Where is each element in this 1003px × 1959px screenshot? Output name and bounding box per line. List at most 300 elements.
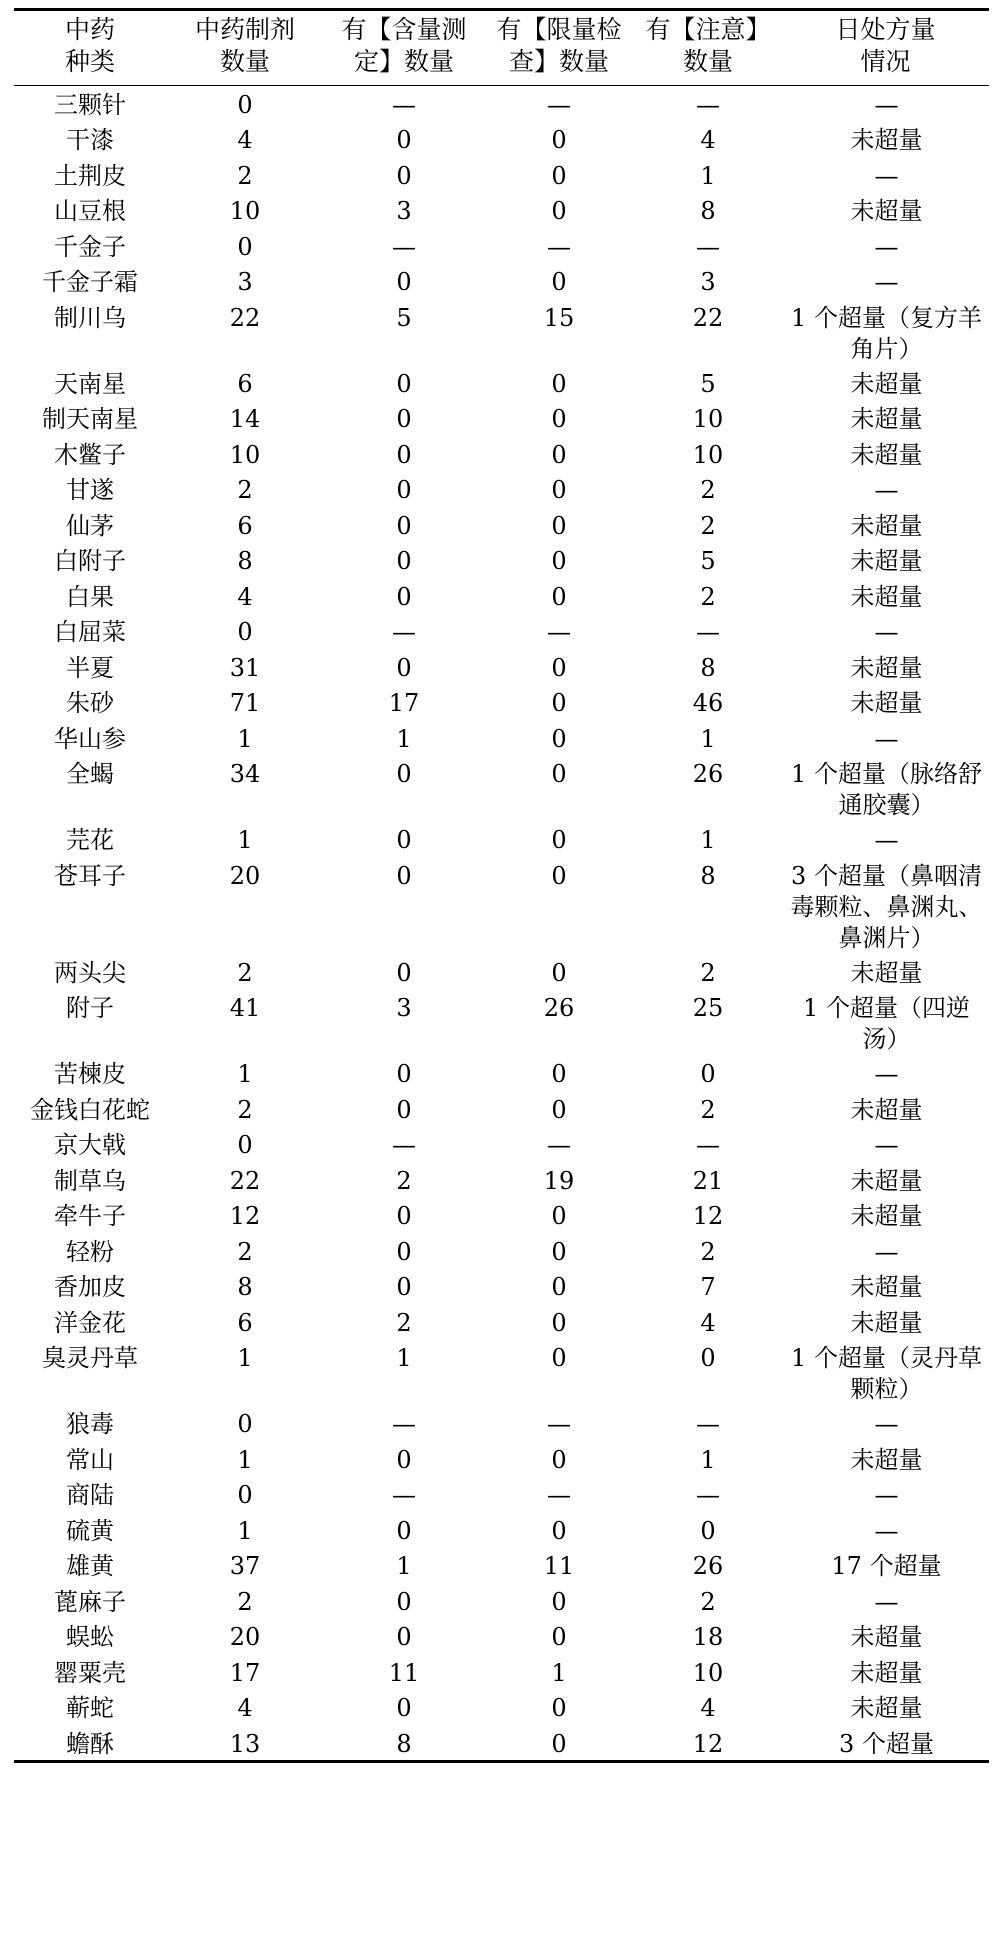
caution-cell: 21 bbox=[692, 1166, 724, 1195]
content-assay-cell: 2 bbox=[396, 1308, 412, 1337]
daily-dose-cell: 1 个超量（四逆汤） bbox=[803, 994, 970, 1053]
caution-cell: — bbox=[696, 1410, 720, 1438]
caution-cell: 4 bbox=[700, 1694, 716, 1722]
daily-dose-cell: 未超量 bbox=[850, 1658, 923, 1687]
herb-name-cell: 硫黄 bbox=[66, 1516, 114, 1545]
caution-cell: 4 bbox=[700, 126, 716, 154]
table-row bbox=[14, 954, 989, 990]
preparation-count-cell: 0 bbox=[237, 1481, 253, 1509]
herb-name-cell: 附子 bbox=[66, 994, 114, 1022]
daily-dose-cell: — bbox=[874, 1587, 899, 1616]
preparation-count-cell: 4 bbox=[237, 582, 253, 611]
caution-cell: 2 bbox=[700, 1095, 716, 1124]
table-row bbox=[14, 1441, 989, 1477]
limit-test-cell: — bbox=[547, 1131, 571, 1159]
preparation-count-cell: 6 bbox=[237, 511, 253, 540]
herb-name-cell: 金钱白花蛇 bbox=[30, 1095, 150, 1124]
limit-test-cell: 0 bbox=[551, 1445, 567, 1474]
daily-dose-cell: 未超量 bbox=[850, 1273, 923, 1301]
table-row bbox=[14, 1476, 989, 1512]
content-assay-cell: 0 bbox=[396, 958, 412, 987]
caution-cell: — bbox=[696, 1481, 720, 1509]
caution-cell: — bbox=[696, 618, 720, 646]
content-assay-cell: 0 bbox=[396, 511, 412, 540]
limit-test-cell: 0 bbox=[551, 197, 567, 225]
herb-name-cell: 牵牛子 bbox=[54, 1202, 126, 1230]
preparation-count-cell: 12 bbox=[229, 1202, 261, 1230]
preparation-count-cell: 14 bbox=[229, 405, 261, 433]
content-assay-cell: — bbox=[392, 1481, 416, 1509]
content-assay-cell: 0 bbox=[396, 369, 412, 398]
daily-dose-cell: — bbox=[874, 1516, 899, 1545]
herb-name-cell: 雄黄 bbox=[66, 1552, 114, 1580]
table-row bbox=[14, 471, 989, 507]
limit-test-cell: — bbox=[547, 91, 571, 119]
preparation-count-cell: 6 bbox=[237, 369, 253, 398]
daily-dose-cell: — bbox=[874, 161, 899, 190]
herb-name-cell: 半夏 bbox=[66, 653, 114, 682]
limit-test-cell: 0 bbox=[551, 1237, 567, 1266]
content-assay-cell: 0 bbox=[396, 1202, 412, 1230]
herb-name-cell: 白附子 bbox=[54, 547, 126, 575]
table-row bbox=[14, 542, 989, 578]
table-row bbox=[14, 436, 989, 472]
content-assay-cell: 11 bbox=[388, 1658, 420, 1687]
table-row bbox=[14, 578, 989, 614]
caution-cell: 4 bbox=[700, 1308, 716, 1337]
herb-name-cell: 甘遂 bbox=[66, 476, 114, 504]
preparation-count-cell: 31 bbox=[229, 653, 261, 682]
limit-test-cell: 0 bbox=[551, 369, 567, 398]
table-row bbox=[14, 613, 989, 649]
daily-dose-cell: — bbox=[874, 91, 899, 119]
herb-name-cell: 两头尖 bbox=[54, 958, 126, 987]
preparation-count-cell: 41 bbox=[229, 994, 261, 1022]
table-row bbox=[14, 1725, 989, 1762]
herb-name-cell: 白果 bbox=[66, 582, 114, 611]
herb-name-cell: 朱砂 bbox=[66, 689, 114, 717]
limit-test-cell: 0 bbox=[551, 1202, 567, 1230]
content-assay-cell: 0 bbox=[396, 861, 412, 890]
header-daily-dose-status: 日处方量 情况 bbox=[835, 15, 936, 76]
caution-cell: 1 bbox=[700, 724, 716, 753]
limit-test-cell: 1 bbox=[551, 1658, 567, 1687]
herb-name-cell: 京大戟 bbox=[54, 1131, 126, 1159]
limit-test-cell: 0 bbox=[551, 405, 567, 433]
preparation-count-cell: 3 bbox=[237, 268, 253, 296]
daily-dose-cell: 未超量 bbox=[850, 1308, 923, 1337]
content-assay-cell: 0 bbox=[396, 1587, 412, 1616]
preparation-count-cell: 37 bbox=[229, 1552, 261, 1580]
caution-cell: — bbox=[696, 232, 720, 261]
limit-test-cell: 0 bbox=[551, 547, 567, 575]
daily-dose-cell: 未超量 bbox=[850, 1166, 923, 1195]
herb-name-cell: 千金子 bbox=[54, 232, 126, 261]
limit-test-cell: — bbox=[547, 1481, 571, 1509]
table-row bbox=[14, 1339, 989, 1405]
caution-cell: 1 bbox=[700, 826, 716, 854]
table-row bbox=[14, 857, 989, 954]
daily-dose-cell: — bbox=[874, 1410, 899, 1438]
limit-test-cell: 0 bbox=[551, 1729, 567, 1758]
herb-name-cell: 商陆 bbox=[66, 1481, 114, 1509]
limit-test-cell: 0 bbox=[551, 582, 567, 611]
table-row bbox=[14, 121, 989, 157]
limit-test-cell: 0 bbox=[551, 1095, 567, 1124]
limit-test-cell: 19 bbox=[543, 1166, 575, 1195]
limit-test-cell: 0 bbox=[551, 1308, 567, 1337]
table-row bbox=[14, 1197, 989, 1233]
header-caution-count: 有【注意】 数量 bbox=[645, 15, 771, 76]
limit-test-cell: 0 bbox=[551, 653, 567, 682]
daily-dose-cell: — bbox=[874, 232, 899, 261]
limit-test-cell: 0 bbox=[551, 1344, 567, 1372]
daily-dose-cell: — bbox=[874, 1131, 899, 1159]
table-row bbox=[14, 157, 989, 193]
table-row bbox=[14, 989, 989, 1055]
preparation-count-cell: 1 bbox=[237, 826, 253, 854]
herb-name-cell: 苦楝皮 bbox=[54, 1060, 126, 1088]
header-limit-test-count: 有【限量检 查】数量 bbox=[496, 15, 622, 76]
limit-test-cell: 0 bbox=[551, 760, 567, 788]
herb-name-cell: 蕲蛇 bbox=[66, 1694, 114, 1722]
content-assay-cell: 0 bbox=[396, 547, 412, 575]
herb-name-cell: 千金子霜 bbox=[42, 268, 138, 296]
content-assay-cell: 17 bbox=[388, 689, 420, 717]
caution-cell: 8 bbox=[700, 653, 716, 682]
table-row bbox=[14, 1162, 989, 1198]
daily-dose-cell: — bbox=[874, 476, 899, 504]
limit-test-cell: 0 bbox=[551, 724, 567, 753]
caution-cell: 0 bbox=[700, 1060, 716, 1088]
preparation-count-cell: 22 bbox=[229, 1166, 261, 1195]
daily-dose-cell: — bbox=[874, 724, 899, 753]
table-row bbox=[14, 228, 989, 264]
header-herb-type: 中药 种类 bbox=[64, 15, 115, 76]
limit-test-cell: 0 bbox=[551, 1273, 567, 1301]
content-assay-cell: 0 bbox=[396, 268, 412, 296]
herb-name-cell: 天南星 bbox=[54, 369, 126, 398]
content-assay-cell: 1 bbox=[396, 1552, 412, 1580]
caution-cell: 1 bbox=[700, 1445, 716, 1474]
toxic-herb-table bbox=[14, 8, 989, 1763]
table-row bbox=[14, 1618, 989, 1654]
herb-name-cell: 狼毒 bbox=[66, 1410, 114, 1438]
daily-dose-cell: 1 个超量（灵丹草颗粒） bbox=[791, 1344, 982, 1403]
limit-test-cell: — bbox=[547, 232, 571, 261]
caution-cell: 2 bbox=[700, 582, 716, 611]
content-assay-cell: — bbox=[392, 1131, 416, 1159]
content-assay-cell: 3 bbox=[396, 197, 412, 225]
table-row bbox=[14, 755, 989, 821]
preparation-count-cell: 2 bbox=[237, 1587, 253, 1616]
limit-test-cell: 0 bbox=[551, 440, 567, 469]
content-assay-cell: — bbox=[392, 1410, 416, 1438]
caution-cell: 18 bbox=[692, 1623, 724, 1651]
caution-cell: 2 bbox=[700, 1587, 716, 1616]
preparation-count-cell: 0 bbox=[237, 232, 253, 261]
content-assay-cell: 2 bbox=[396, 1166, 412, 1195]
limit-test-cell: 0 bbox=[551, 126, 567, 154]
daily-dose-cell: 1 个超量（脉络舒通胶囊） bbox=[791, 760, 982, 819]
content-assay-cell: — bbox=[392, 618, 416, 646]
herb-name-cell: 蓖麻子 bbox=[54, 1587, 126, 1616]
limit-test-cell: 0 bbox=[551, 689, 567, 717]
table-row bbox=[14, 1126, 989, 1162]
table-row bbox=[14, 192, 989, 228]
daily-dose-cell: 未超量 bbox=[850, 1202, 923, 1230]
daily-dose-cell: 未超量 bbox=[850, 1095, 923, 1124]
caution-cell: 8 bbox=[700, 197, 716, 225]
herb-name-cell: 臭灵丹草 bbox=[42, 1344, 138, 1372]
caution-cell: 22 bbox=[692, 303, 724, 332]
herb-name-cell: 罂粟壳 bbox=[54, 1658, 126, 1687]
herb-name-cell: 土荆皮 bbox=[54, 161, 126, 190]
content-assay-cell: 8 bbox=[396, 1729, 412, 1758]
content-assay-cell: 1 bbox=[396, 724, 412, 753]
preparation-count-cell: 8 bbox=[237, 1273, 253, 1301]
daily-dose-cell: 未超量 bbox=[850, 405, 923, 433]
daily-dose-cell: 未超量 bbox=[850, 126, 923, 154]
table-row bbox=[14, 400, 989, 436]
table-row bbox=[14, 1654, 989, 1690]
content-assay-cell: 0 bbox=[396, 1623, 412, 1651]
preparation-count-cell: 1 bbox=[237, 1060, 253, 1088]
content-assay-cell: 0 bbox=[396, 476, 412, 504]
preparation-count-cell: 0 bbox=[237, 618, 253, 646]
herb-name-cell: 轻粉 bbox=[66, 1237, 114, 1266]
preparation-count-cell: 71 bbox=[229, 689, 261, 717]
table-row bbox=[14, 507, 989, 543]
herb-name-cell: 制天南星 bbox=[42, 405, 138, 433]
preparation-count-cell: 20 bbox=[229, 861, 261, 890]
table-row bbox=[14, 1405, 989, 1441]
limit-test-cell: 0 bbox=[551, 1060, 567, 1088]
content-assay-cell: 0 bbox=[396, 1237, 412, 1266]
herb-name-cell: 香加皮 bbox=[54, 1273, 126, 1301]
table-row bbox=[14, 1055, 989, 1091]
caution-cell: 7 bbox=[700, 1273, 716, 1301]
limit-test-cell: 0 bbox=[551, 511, 567, 540]
herb-name-cell: 常山 bbox=[66, 1445, 114, 1474]
daily-dose-cell: — bbox=[874, 268, 899, 296]
caution-cell: 8 bbox=[700, 861, 716, 890]
daily-dose-cell: — bbox=[874, 618, 899, 646]
herb-name-cell: 全蝎 bbox=[66, 760, 114, 788]
caution-cell: 10 bbox=[692, 1658, 724, 1687]
content-assay-cell: 0 bbox=[396, 1516, 412, 1545]
daily-dose-cell: 17 个超量 bbox=[831, 1552, 942, 1580]
content-assay-cell: 0 bbox=[396, 826, 412, 854]
header-preparation-count: 中药制剂 数量 bbox=[194, 15, 295, 76]
caution-cell: 0 bbox=[700, 1516, 716, 1545]
limit-test-cell: 0 bbox=[551, 1587, 567, 1616]
limit-test-cell: 26 bbox=[543, 994, 575, 1022]
daily-dose-cell: 未超量 bbox=[850, 1623, 923, 1651]
herb-name-cell: 制川乌 bbox=[54, 303, 126, 332]
table-row bbox=[14, 821, 989, 857]
caution-cell: 5 bbox=[700, 369, 716, 398]
table-row bbox=[14, 684, 989, 720]
preparation-count-cell: 1 bbox=[237, 724, 253, 753]
limit-test-cell: 0 bbox=[551, 1694, 567, 1722]
caution-cell: 10 bbox=[692, 405, 724, 433]
content-assay-cell: 0 bbox=[396, 1694, 412, 1722]
preparation-count-cell: 0 bbox=[237, 1410, 253, 1438]
preparation-count-cell: 2 bbox=[237, 1237, 253, 1266]
preparation-count-cell: 1 bbox=[237, 1344, 253, 1372]
content-assay-cell: 0 bbox=[396, 126, 412, 154]
daily-dose-cell: 未超量 bbox=[850, 1694, 923, 1722]
daily-dose-cell: 未超量 bbox=[850, 958, 923, 987]
content-assay-cell: — bbox=[392, 232, 416, 261]
content-assay-cell: 0 bbox=[396, 653, 412, 682]
daily-dose-cell: — bbox=[874, 1237, 899, 1266]
content-assay-cell: 3 bbox=[396, 994, 412, 1022]
header-content-assay-count: 有【含量测 定】数量 bbox=[341, 15, 467, 76]
limit-test-cell: 11 bbox=[543, 1552, 575, 1580]
caution-cell: 2 bbox=[700, 476, 716, 504]
preparation-count-cell: 2 bbox=[237, 161, 253, 190]
caution-cell: 2 bbox=[700, 511, 716, 540]
herb-name-cell: 木鳖子 bbox=[54, 440, 126, 469]
caution-cell: 2 bbox=[700, 958, 716, 987]
limit-test-cell: 0 bbox=[551, 1623, 567, 1651]
table-row bbox=[14, 365, 989, 401]
caution-cell: — bbox=[696, 1131, 720, 1159]
caution-cell: — bbox=[696, 91, 720, 119]
daily-dose-cell: 未超量 bbox=[850, 1445, 923, 1474]
preparation-count-cell: 2 bbox=[237, 1095, 253, 1124]
herb-name-cell: 蜈蚣 bbox=[66, 1623, 114, 1651]
content-assay-cell: 0 bbox=[396, 1060, 412, 1088]
table-body bbox=[14, 86, 989, 1762]
herb-name-cell: 洋金花 bbox=[54, 1308, 126, 1337]
caution-cell: 25 bbox=[692, 994, 724, 1022]
content-assay-cell: 0 bbox=[396, 760, 412, 788]
limit-test-cell: — bbox=[547, 1410, 571, 1438]
preparation-count-cell: 1 bbox=[237, 1445, 253, 1474]
preparation-count-cell: 10 bbox=[229, 440, 261, 469]
caution-cell: 2 bbox=[700, 1237, 716, 1266]
daily-dose-cell: 未超量 bbox=[850, 197, 923, 225]
preparation-count-cell: 13 bbox=[229, 1729, 261, 1758]
preparation-count-cell: 1 bbox=[237, 1516, 253, 1545]
table-row bbox=[14, 1091, 989, 1127]
caution-cell: 5 bbox=[700, 547, 716, 575]
caution-cell: 12 bbox=[692, 1202, 724, 1230]
daily-dose-cell: 未超量 bbox=[850, 653, 923, 682]
table-row bbox=[14, 649, 989, 685]
herb-name-cell: 芫花 bbox=[66, 826, 114, 854]
content-assay-cell: 0 bbox=[396, 1095, 412, 1124]
daily-dose-cell: 未超量 bbox=[850, 369, 923, 398]
caution-cell: 46 bbox=[692, 689, 724, 717]
table-header bbox=[14, 10, 989, 86]
table-row bbox=[14, 263, 989, 299]
preparation-count-cell: 0 bbox=[237, 1131, 253, 1159]
preparation-count-cell: 4 bbox=[237, 126, 253, 154]
herb-name-cell: 苍耳子 bbox=[54, 861, 126, 890]
preparation-count-cell: 2 bbox=[237, 958, 253, 987]
herb-name-cell: 三颗针 bbox=[54, 91, 126, 119]
daily-dose-cell: 未超量 bbox=[850, 582, 923, 611]
herb-name-cell: 蟾酥 bbox=[66, 1729, 114, 1758]
content-assay-cell: 5 bbox=[396, 303, 412, 332]
table-row bbox=[14, 720, 989, 756]
daily-dose-cell: 1 个超量（复方羊角片） bbox=[791, 303, 982, 363]
daily-dose-cell: 3 个超量 bbox=[839, 1729, 934, 1758]
daily-dose-cell: — bbox=[874, 1060, 899, 1088]
content-assay-cell: 0 bbox=[396, 582, 412, 611]
preparation-count-cell: 2 bbox=[237, 476, 253, 504]
content-assay-cell: 0 bbox=[396, 1273, 412, 1301]
herb-name-cell: 华山参 bbox=[54, 724, 126, 753]
limit-test-cell: 0 bbox=[551, 826, 567, 854]
daily-dose-cell: 未超量 bbox=[850, 689, 923, 717]
preparation-count-cell: 22 bbox=[229, 303, 261, 332]
content-assay-cell: — bbox=[392, 91, 416, 119]
daily-dose-cell: — bbox=[874, 826, 899, 854]
preparation-count-cell: 20 bbox=[229, 1623, 261, 1651]
content-assay-cell: 0 bbox=[396, 1445, 412, 1474]
caution-cell: 1 bbox=[700, 161, 716, 190]
herb-name-cell: 干漆 bbox=[66, 126, 114, 154]
herb-name-cell: 仙茅 bbox=[66, 511, 114, 540]
preparation-count-cell: 6 bbox=[237, 1308, 253, 1337]
caution-cell: 12 bbox=[692, 1729, 724, 1758]
herb-name-cell: 制草乌 bbox=[54, 1166, 126, 1195]
caution-cell: 26 bbox=[692, 1552, 724, 1580]
caution-cell: 3 bbox=[700, 268, 716, 296]
limit-test-cell: 0 bbox=[551, 268, 567, 296]
daily-dose-cell: 3 个超量（鼻咽清毒颗粒、鼻渊丸、鼻渊片） bbox=[790, 861, 983, 952]
preparation-count-cell: 8 bbox=[237, 547, 253, 575]
table-row bbox=[14, 1689, 989, 1725]
header-row bbox=[14, 10, 989, 86]
preparation-count-cell: 10 bbox=[229, 197, 261, 225]
daily-dose-cell: 未超量 bbox=[850, 440, 923, 469]
daily-dose-cell: 未超量 bbox=[850, 547, 923, 575]
preparation-count-cell: 0 bbox=[237, 91, 253, 119]
table-row bbox=[14, 1304, 989, 1340]
daily-dose-cell: 未超量 bbox=[850, 511, 923, 540]
herb-name-cell: 山豆根 bbox=[54, 197, 126, 225]
herb-name-cell: 白屈菜 bbox=[54, 618, 126, 646]
table-row bbox=[14, 86, 989, 122]
preparation-count-cell: 4 bbox=[237, 1694, 253, 1722]
daily-dose-cell: — bbox=[874, 1481, 899, 1509]
content-assay-cell: 0 bbox=[396, 405, 412, 433]
limit-test-cell: 0 bbox=[551, 861, 567, 890]
table-row bbox=[14, 1268, 989, 1304]
limit-test-cell: 0 bbox=[551, 476, 567, 504]
table-row bbox=[14, 1512, 989, 1548]
content-assay-cell: 0 bbox=[396, 440, 412, 469]
table-row bbox=[14, 1547, 989, 1583]
preparation-count-cell: 34 bbox=[229, 760, 261, 788]
limit-test-cell: 15 bbox=[543, 303, 575, 332]
limit-test-cell: 0 bbox=[551, 1516, 567, 1545]
preparation-count-cell: 17 bbox=[229, 1658, 261, 1687]
table-row bbox=[14, 299, 989, 365]
caution-cell: 0 bbox=[700, 1344, 716, 1372]
content-assay-cell: 0 bbox=[396, 161, 412, 190]
limit-test-cell: — bbox=[547, 618, 571, 646]
table-row bbox=[14, 1233, 989, 1269]
limit-test-cell: 0 bbox=[551, 958, 567, 987]
table-row bbox=[14, 1583, 989, 1619]
